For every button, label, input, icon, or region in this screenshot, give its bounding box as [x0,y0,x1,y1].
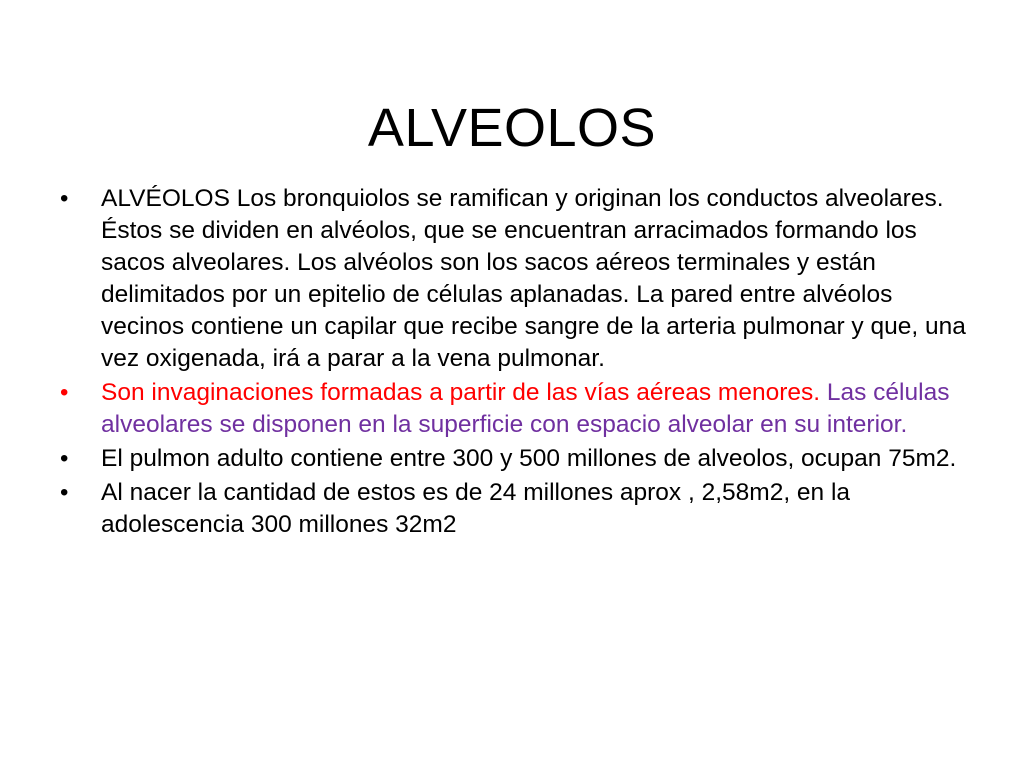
bullet-item-al-nacer [60,477,970,541]
bullet-text [101,379,949,438]
bullet-item-invaginaciones [60,377,970,441]
bullet-text-purple-segment: Las células alveolares se disponen en la superficie con espacio alveolar en su interior. [101,379,950,438]
bullet-text-red-segment: Son invaginaciones formadas a partir de las vías aéreas menores. [101,379,821,406]
bullet-list [60,183,970,543]
bullet-item-pulmon-adulto [60,443,970,475]
bullet-icon: • [60,379,69,406]
bullet-text: El pulmon adulto contiene entre 300 y 500 millones de alveolos, ocupan 75m2. [101,445,957,472]
bullet-text: Al nacer la cantidad de estos es de 24 millones aprox , 2,58m2, en la adolescencia 300 millones 32m2 [101,479,851,538]
bullet-icon: • [60,445,69,472]
bullet-icon: • [60,479,69,506]
bullet-item-alveolos-definition [60,183,970,375]
bullet-icon: • [60,185,69,212]
slide-title: ALVEOLOS [367,98,657,159]
bullet-text: ALVÉOLOS Los bronquiolos se ramifican y originan los conductos alveolares. Éstos se dividen en alvéolos, que se encuentran arracimados formando los sacos alveolares. Los alvéolos son los sacos aéreos terminales y están delimitados por un epitelio de células aplanadas. La pared entre alvéolos vecinos contiene un capilar que recibe sangre de la arteria pulmonar y que, una vez oxigenada, irá a parar a la vena pulmonar. [101,185,966,372]
